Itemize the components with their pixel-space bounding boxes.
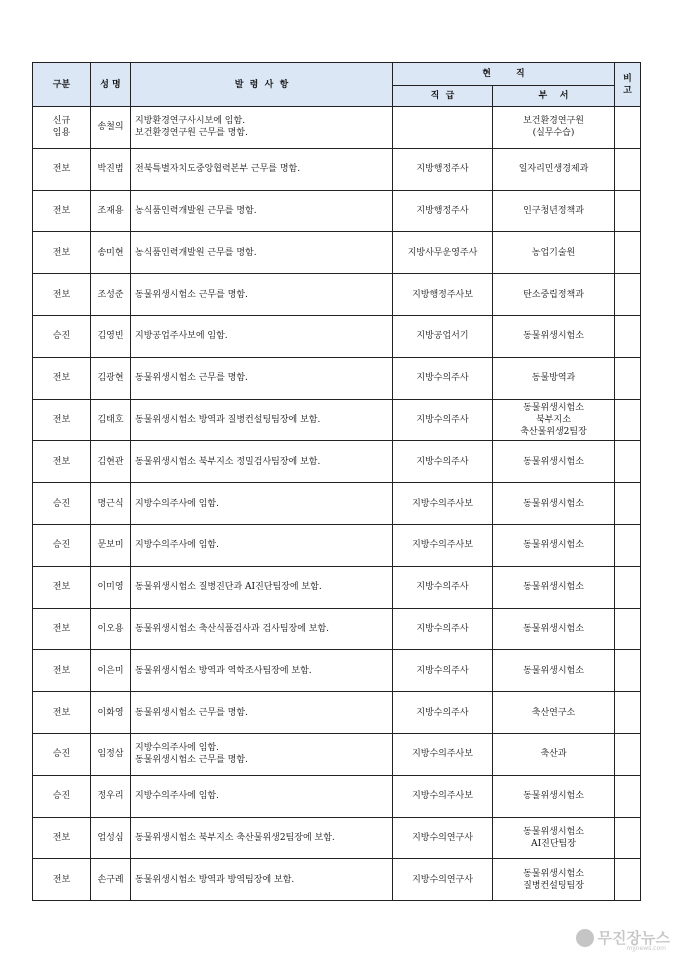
header-rank: 직 급	[393, 86, 493, 107]
cell-dept: 동물위생시험소	[493, 566, 615, 608]
cell-name: 박진범	[91, 148, 131, 190]
cell-dept: 동물위생시험소 북부지소 축산물위생2팀장	[493, 399, 615, 441]
cell-rank: 지방수의주사	[393, 357, 493, 399]
cell-order: 동물위생시험소 방역과 질병컨설팅팀장에 보함.	[131, 399, 393, 441]
personnel-order-sheet	[32, 62, 640, 901]
table-row	[33, 692, 641, 734]
cell-remarks	[615, 357, 641, 399]
cell-remarks	[615, 859, 641, 901]
header-order: 발 령 사 항	[131, 63, 393, 107]
header-name: 성 명	[91, 63, 131, 107]
cell-order: 농식품인력개발원 근무를 명함.	[131, 232, 393, 274]
cell-remarks	[615, 441, 641, 483]
cell-rank: 지방수의주사	[393, 692, 493, 734]
cell-remarks	[615, 692, 641, 734]
cell-category: 전보	[33, 817, 91, 859]
cell-remarks	[615, 608, 641, 650]
cell-dept: 인구청년정책과	[493, 190, 615, 232]
table-row	[33, 817, 641, 859]
cell-order: 동물위생시험소 방역과 역학조사팀장에 보함.	[131, 650, 393, 692]
table-row	[33, 733, 641, 775]
table-header-row	[33, 63, 641, 86]
table-row	[33, 608, 641, 650]
cell-dept: 탄소중립정책과	[493, 274, 615, 316]
cell-rank: 지방사무운영주사	[393, 232, 493, 274]
cell-name: 김영빈	[91, 315, 131, 357]
cell-rank	[393, 107, 493, 149]
table-row	[33, 859, 641, 901]
cell-order: 전북특별자치도중앙협력본부 근무를 명함.	[131, 148, 393, 190]
cell-category: 전보	[33, 357, 91, 399]
cell-category: 전보	[33, 692, 91, 734]
cell-name: 조재용	[91, 190, 131, 232]
cell-order: 동물위생시험소 근무를 명함.	[131, 357, 393, 399]
cell-name: 임정삼	[91, 733, 131, 775]
cell-category: 전보	[33, 650, 91, 692]
cell-dept: 축산과	[493, 733, 615, 775]
cell-order: 동물위생시험소 북부지소 정밀검사팀장에 보함.	[131, 441, 393, 483]
cell-rank: 지방수의주사보	[393, 775, 493, 817]
cell-category: 전보	[33, 148, 91, 190]
cell-category: 승진	[33, 733, 91, 775]
cell-rank: 지방행정주사	[393, 190, 493, 232]
cell-order: 동물위생시험소 질병진단과 AI진단팀장에 보함.	[131, 566, 393, 608]
cell-rank: 지방수의주사	[393, 608, 493, 650]
cell-rank: 지방공업서기	[393, 315, 493, 357]
cell-category: 전보	[33, 859, 91, 901]
table-row	[33, 357, 641, 399]
cell-remarks	[615, 274, 641, 316]
cell-order: 지방수의주사에 임함.	[131, 524, 393, 566]
cell-category: 전보	[33, 232, 91, 274]
cell-category: 전보	[33, 441, 91, 483]
cell-remarks	[615, 190, 641, 232]
cell-dept: 동물위생시험소	[493, 483, 615, 525]
cell-order: 지방수의주사에 임함. 동물위생시험소 근무를 명함.	[131, 733, 393, 775]
table-row	[33, 566, 641, 608]
table-row	[33, 483, 641, 525]
cell-category: 전보	[33, 190, 91, 232]
table-row	[33, 190, 641, 232]
table-row	[33, 107, 641, 149]
cell-remarks	[615, 315, 641, 357]
cell-order: 지방수의주사에 임함.	[131, 483, 393, 525]
header-dept: 부 서	[493, 86, 615, 107]
cell-rank: 지방행정주사보	[393, 274, 493, 316]
cell-order: 동물위생시험소 방역과 방역팀장에 보함.	[131, 859, 393, 901]
cell-category: 승진	[33, 775, 91, 817]
cell-dept: 축산연구소	[493, 692, 615, 734]
personnel-order-table	[32, 62, 641, 901]
cell-name: 김광현	[91, 357, 131, 399]
cell-remarks	[615, 399, 641, 441]
cell-dept: 동물위생시험소	[493, 315, 615, 357]
header-current: 현 직	[393, 63, 615, 86]
cell-rank: 지방수의주사보	[393, 733, 493, 775]
cell-name: 송미현	[91, 232, 131, 274]
cell-category: 전보	[33, 274, 91, 316]
cell-dept: 동물위생시험소 질병컨설팅팀장	[493, 859, 615, 901]
cell-name: 정우리	[91, 775, 131, 817]
cell-dept: 농업기술원	[493, 232, 615, 274]
table-row	[33, 441, 641, 483]
cell-order: 지방환경연구사시보에 임함. 보건환경연구원 근무를 명함.	[131, 107, 393, 149]
cell-rank: 지방수의주사보	[393, 483, 493, 525]
cell-dept: 보건환경연구원 (실무수습)	[493, 107, 615, 149]
cell-rank: 지방수의주사	[393, 399, 493, 441]
cell-dept: 일자리민생경제과	[493, 148, 615, 190]
cell-remarks	[615, 148, 641, 190]
cell-dept: 동물방역과	[493, 357, 615, 399]
cell-order: 지방공업주사보에 임함.	[131, 315, 393, 357]
cell-remarks	[615, 733, 641, 775]
cell-remarks	[615, 232, 641, 274]
table-row	[33, 650, 641, 692]
table-row	[33, 524, 641, 566]
cell-category: 전보	[33, 399, 91, 441]
cell-rank: 지방수의연구사	[393, 817, 493, 859]
cell-category: 전보	[33, 566, 91, 608]
cell-dept: 동물위생시험소 AI진단팀장	[493, 817, 615, 859]
cell-category: 승진	[33, 315, 91, 357]
cell-rank: 지방수의주사	[393, 650, 493, 692]
cell-name: 이미영	[91, 566, 131, 608]
cell-order: 동물위생시험소 근무를 명함.	[131, 692, 393, 734]
cell-dept: 동물위생시험소	[493, 650, 615, 692]
news-logo-icon	[576, 929, 594, 947]
cell-remarks	[615, 775, 641, 817]
cell-order: 지방수의주사에 임함.	[131, 775, 393, 817]
cell-name: 이은미	[91, 650, 131, 692]
cell-dept: 동물위생시험소	[493, 524, 615, 566]
watermark	[576, 927, 670, 952]
cell-name: 조성준	[91, 274, 131, 316]
cell-category: 승진	[33, 483, 91, 525]
table-row	[33, 315, 641, 357]
cell-remarks	[615, 107, 641, 149]
cell-dept: 동물위생시험소	[493, 775, 615, 817]
cell-rank: 지방행정주사	[393, 148, 493, 190]
cell-remarks	[615, 524, 641, 566]
cell-rank: 지방수의연구사	[393, 859, 493, 901]
cell-remarks	[615, 817, 641, 859]
cell-name: 명근식	[91, 483, 131, 525]
cell-category: 전보	[33, 608, 91, 650]
cell-name: 김태호	[91, 399, 131, 441]
cell-rank: 지방수의주사	[393, 566, 493, 608]
cell-name: 손구례	[91, 859, 131, 901]
watermark-text: 무진장뉴스	[597, 929, 670, 947]
cell-remarks	[615, 566, 641, 608]
table-row	[33, 399, 641, 441]
cell-name: 문보미	[91, 524, 131, 566]
cell-order: 동물위생시험소 근무를 명함.	[131, 274, 393, 316]
cell-name: 엄성심	[91, 817, 131, 859]
table-row	[33, 148, 641, 190]
header-remarks: 비고	[615, 63, 641, 107]
table-row	[33, 775, 641, 817]
header-category: 구분	[33, 63, 91, 107]
cell-name: 송철의	[91, 107, 131, 149]
cell-rank: 지방수의주사	[393, 441, 493, 483]
cell-dept: 동물위생시험소	[493, 608, 615, 650]
cell-order: 동물위생시험소 축산식품검사과 검사팀장에 보함.	[131, 608, 393, 650]
cell-name: 이화영	[91, 692, 131, 734]
watermark-sub: mjjnews.com	[626, 945, 666, 952]
cell-dept: 동물위생시험소	[493, 441, 615, 483]
cell-name: 이오용	[91, 608, 131, 650]
table-row	[33, 232, 641, 274]
table-body	[33, 107, 641, 901]
cell-remarks	[615, 483, 641, 525]
cell-order: 동물위생시험소 북부지소 축산물위생2팀장에 보함.	[131, 817, 393, 859]
cell-category: 승진	[33, 524, 91, 566]
cell-rank: 지방수의주사보	[393, 524, 493, 566]
cell-order: 농식품인력개발원 근무를 명함.	[131, 190, 393, 232]
cell-name: 김현관	[91, 441, 131, 483]
table-row	[33, 274, 641, 316]
cell-category: 신규 임용	[33, 107, 91, 149]
cell-remarks	[615, 650, 641, 692]
